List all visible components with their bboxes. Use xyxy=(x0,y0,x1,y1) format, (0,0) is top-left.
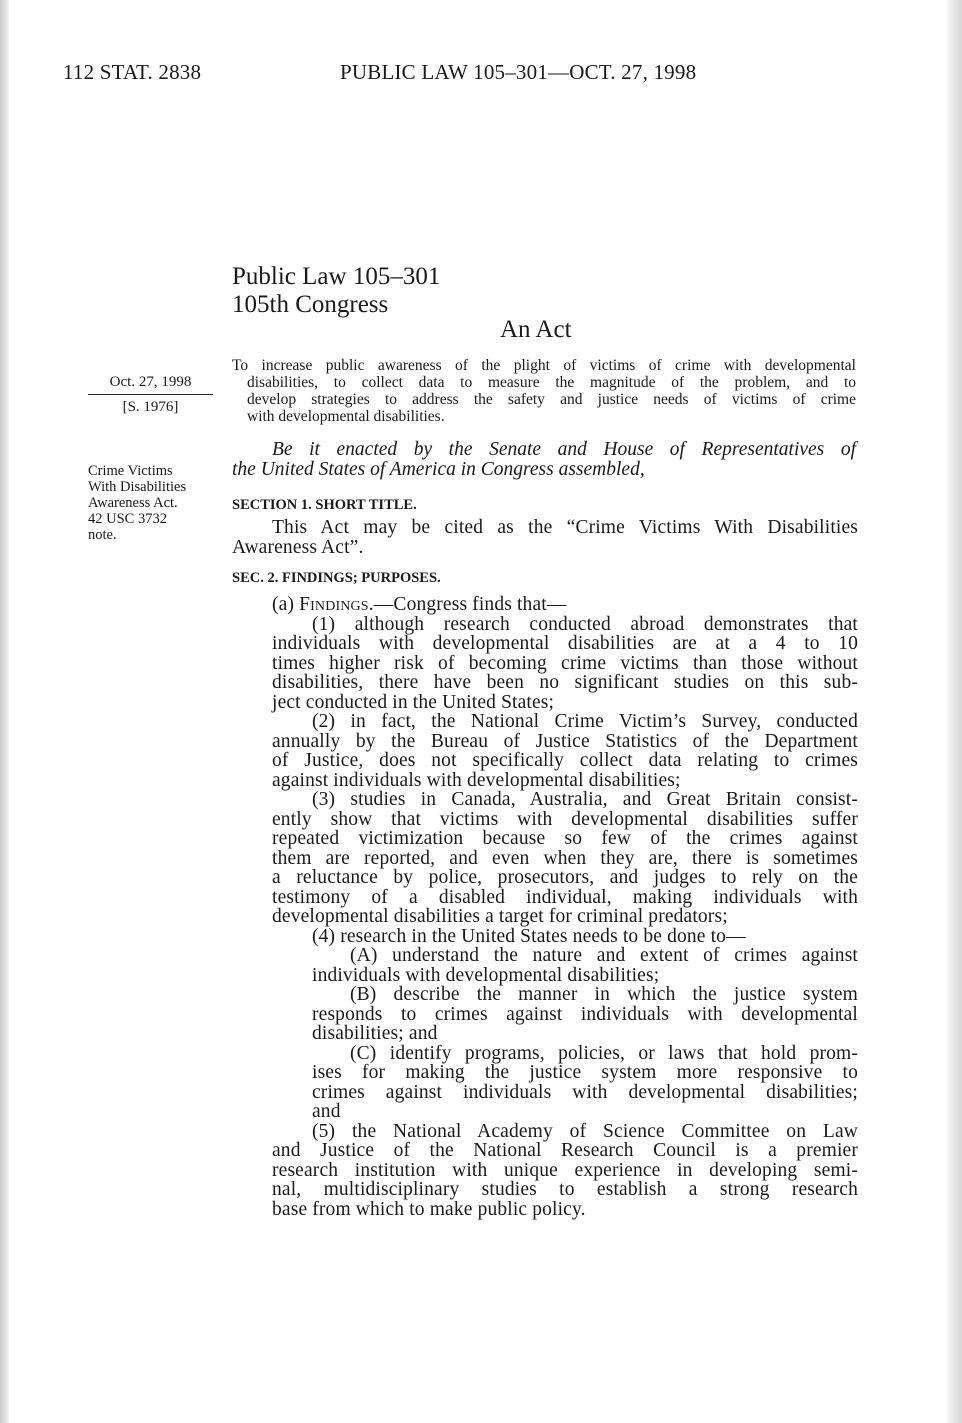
finding-line: annually by the Bureau of Justice Statistics of the Department xyxy=(272,730,858,752)
finding-line: them are reported, and even when they are, there is sometimes xyxy=(272,847,858,869)
finding-line: of Justice, does not specifically collect data relating to crimes xyxy=(272,750,858,771)
finding-paragraph xyxy=(232,790,858,927)
finding-line: individuals with developmental disabilities; xyxy=(312,964,660,986)
finding-line: disabilities; and xyxy=(312,1023,438,1044)
finding-line: research institution with unique experience in developing semi- xyxy=(272,1159,858,1181)
section-1-body xyxy=(232,518,858,557)
margin-note-line: Awareness Act. xyxy=(88,495,178,511)
finding-line: testimony of a disabled individual, making individuals with xyxy=(272,886,858,908)
scan-edge-left xyxy=(0,0,9,1423)
finding-line: developmental disabilities a target for criminal predators; xyxy=(272,906,728,927)
finding-line: against individuals with developmental disabilities; xyxy=(272,769,681,791)
section-1-line: Awareness Act”. xyxy=(232,536,364,558)
finding-paragraph xyxy=(232,1122,858,1220)
stat-page-number: 112 STAT. 2838 xyxy=(63,60,202,84)
purpose-line: develop strategies to address the safety and justice needs of victims of crime xyxy=(247,391,856,408)
finding-line: (1) although research conducted abroad demonstrates that xyxy=(312,613,858,635)
finding-line: responds to crimes against individuals with developmental xyxy=(312,1003,858,1025)
section-2-heading: SEC. 2. FINDINGS; PURPOSES. xyxy=(232,570,441,586)
finding-line: (3) studies in Canada, Australia, and Great Britain consist- xyxy=(312,789,858,810)
enacting-clause xyxy=(232,440,856,479)
finding-paragraph xyxy=(232,615,858,713)
finding-subparagraph xyxy=(232,1044,858,1122)
congress-number: 105th Congress xyxy=(232,291,389,318)
finding-line: and Justice of the National Research Council is a premier xyxy=(272,1140,858,1161)
findings-intro: (a) Findings.—Congress finds that— xyxy=(272,594,567,615)
section-2-body xyxy=(232,595,858,1219)
margin-short-title-note xyxy=(88,463,186,543)
finding-line: ject conducted in the United States; xyxy=(272,691,555,713)
finding-line: (B) describe the manner in which the justice system xyxy=(350,984,858,1005)
finding-line: a reluctance by police, prosecutors, and judges to rely on the xyxy=(272,867,858,888)
public-law-number: Public Law 105–301 xyxy=(232,263,441,290)
scan-edge-right xyxy=(944,0,962,1423)
finding-line: individuals with developmental disabilities are at a 4 to 10 xyxy=(272,633,858,654)
finding-line: (2) in fact, the National Crime Victim’s Survey, conducted xyxy=(312,711,858,732)
section-1-heading: SECTION 1. SHORT TITLE. xyxy=(232,497,417,513)
margin-note-line: note. xyxy=(88,527,117,543)
an-act-heading: An Act xyxy=(500,316,572,343)
bill-number: [S. 1976] xyxy=(122,399,179,415)
enactment-date: Oct. 27, 1998 xyxy=(109,374,192,390)
law-title-block xyxy=(232,263,440,319)
finding-line: (A) understand the nature and extent of crimes against xyxy=(350,945,858,966)
finding-line: ently show that victims with developmental disabilities suffer xyxy=(272,808,858,830)
finding-line: ises for making the justice system more responsive to xyxy=(312,1062,858,1083)
finding-line: crimes against individuals with developmental disabilities; xyxy=(312,1081,858,1103)
finding-subparagraph xyxy=(232,985,858,1044)
margin-note-line: With Disabilities xyxy=(88,479,187,495)
finding-line: base from which to make public policy. xyxy=(272,1198,586,1220)
purpose-statement xyxy=(232,357,856,425)
margin-note-line: Crime Victims xyxy=(88,463,173,479)
finding-paragraph xyxy=(232,712,858,790)
finding-line: (5) the National Academy of Science Committee on Law xyxy=(312,1120,858,1142)
finding-line: (4) research in the United States needs to be done to— xyxy=(312,925,746,947)
purpose-line: To increase public awareness of the plight of victims of crime with developmental xyxy=(232,357,856,374)
enacting-clause-line: the United States of America in Congress assembled, xyxy=(232,458,645,480)
running-title: PUBLIC LAW 105–301—OCT. 27, 1998 xyxy=(340,60,697,84)
finding-subparagraph xyxy=(232,946,858,985)
purpose-line: disabilities, to collect data to measure the magnitude of the problem, and to xyxy=(247,374,856,391)
finding-line: disabilities, there have been no significant studies on this sub- xyxy=(272,672,858,693)
purpose-line: with developmental disabilities. xyxy=(247,408,445,425)
finding-paragraph xyxy=(232,927,858,947)
finding-line: times higher risk of becoming crime victims than those without xyxy=(272,652,858,674)
finding-line: and xyxy=(312,1101,341,1122)
section-1-line: This Act may be cited as the “Crime Victims With Disabilities xyxy=(272,517,858,538)
finding-line: (C) identify programs, policies, or laws that hold prom- xyxy=(350,1042,858,1064)
margin-note-line: 42 USC 3732 xyxy=(88,511,167,527)
finding-line: nal, multidisciplinary studies to establish a strong research xyxy=(272,1179,858,1200)
finding-line: repeated victimization because so few of the crimes against xyxy=(272,828,858,849)
divider xyxy=(88,394,213,395)
enacting-clause-line: Be it enacted by the Senate and House of Representatives of xyxy=(272,439,856,460)
margin-date-note xyxy=(88,374,213,416)
